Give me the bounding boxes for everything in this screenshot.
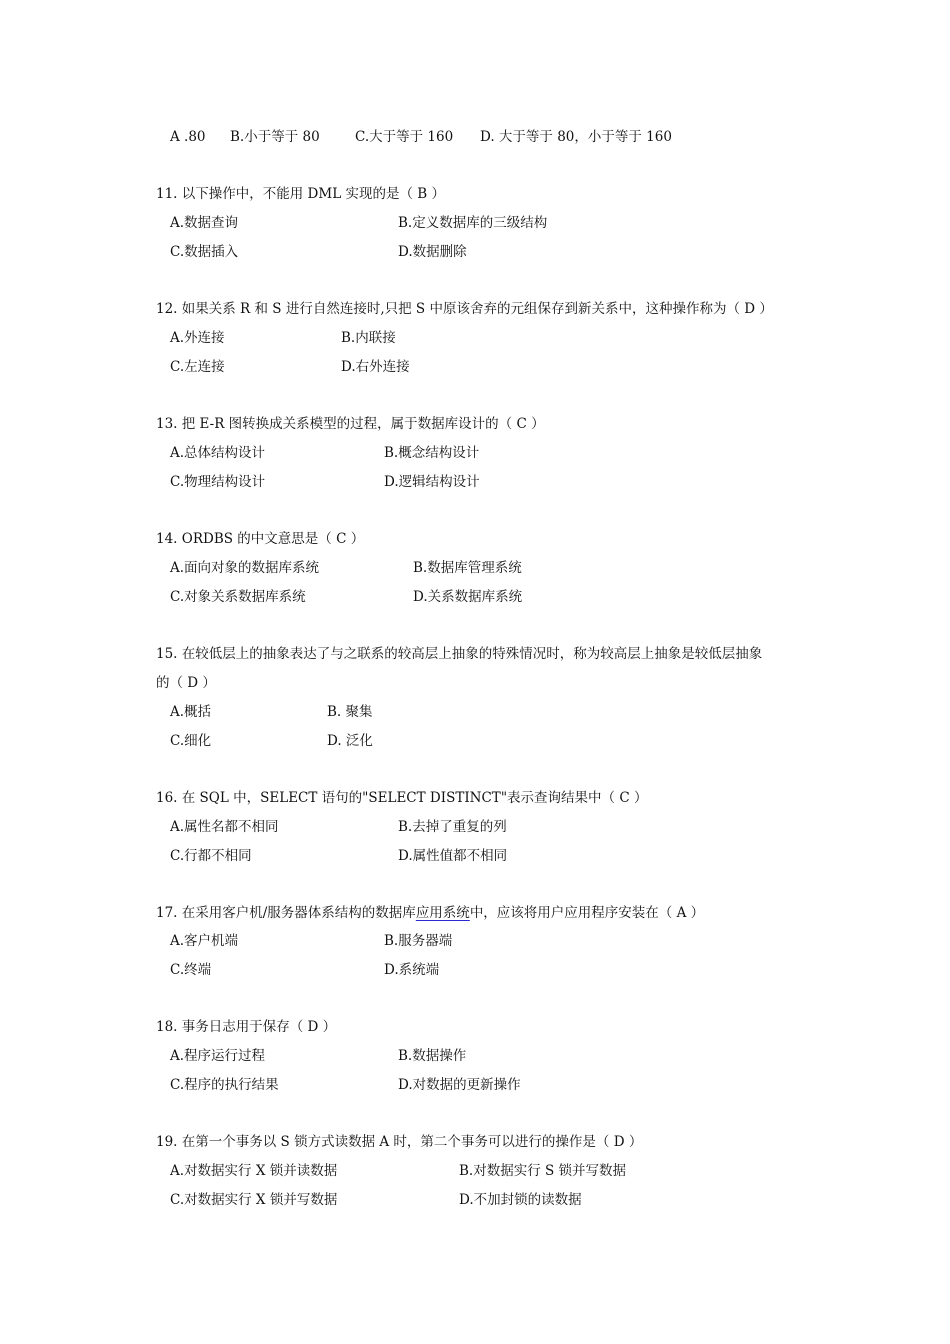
question-18-stem: 18. 事务日志用于保存（ D ） [156,1019,337,1035]
question-17-option-b: B.服务器端 [384,933,453,949]
question-11-option-d: D.数据删除 [398,244,467,260]
question-12-option-a: A.外连接 [170,330,225,346]
question-12-option-c: C.左连接 [170,359,225,375]
application-system-link[interactable]: 应用系统 [415,905,470,921]
question-17-option-c: C.终端 [170,962,212,978]
question-17-option-a: A.客户机端 [170,933,239,949]
intro-option-d: D. 大于等于 80，小于等于 160 [480,129,672,145]
question-11-option-c: C.数据插入 [170,244,239,260]
question-16-option-d: D.属性值都不相同 [398,848,508,864]
question-13-option-b: B.概念结构设计 [384,445,480,461]
question-13-option-a: A.总体结构设计 [170,445,266,461]
question-15-option-b: B. 聚集 [327,704,373,720]
question-14-stem: 14. ORDBS 的中文意思是（ C ） [156,531,365,547]
question-14-option-a: A.面向对象的数据库系统 [170,560,320,576]
question-13-stem: 13. 把 E-R 图转换成关系模型的过程，属于数据库设计的（ C ） [156,416,545,432]
question-11-option-a: A.数据查询 [170,215,239,231]
question-14-option-b: B.数据库管理系统 [413,560,522,576]
question-11-stem: 11. 以下操作中，不能用 DML 实现的是（ B ） [156,186,445,202]
question-19-option-c: C.对数据实行 X 锁并写数据 [170,1192,338,1208]
question-18-option-a: A.程序运行过程 [170,1048,266,1064]
question-17-stem-start: 17. 在采用客户机/服务器体系结构的数据库 [156,905,416,921]
question-19-option-b: B.对数据实行 S 锁并写数据 [459,1163,627,1179]
question-12-option-b: B.内联接 [341,330,396,346]
question-15-option-d: D. 泛化 [327,733,373,749]
question-19-option-d: D.不加封锁的读数据 [459,1192,582,1208]
question-12-option-d: D.右外连接 [341,359,410,375]
question-15-option-a: A.概括 [170,704,212,720]
intro-option-a: A .80 [170,129,206,145]
question-14-option-c: C.对象关系数据库系统 [170,589,306,605]
question-16-stem: 16. 在 SQL 中，SELECT 语句的"SELECT DISTINCT"表示查询结果中（ C ） [156,790,648,806]
intro-option-b: B.小于等于 80 [230,129,320,145]
question-13-option-d: D.逻辑结构设计 [384,474,480,490]
question-17-stem [156,907,704,921]
question-12-stem: 12. 如果关系 R 和 S 进行自然连接时,只把 S 中原该舍弃的元组保存到新关系中，这种操作称为（ D ） [156,301,773,317]
question-16-option-c: C.行都不相同 [170,848,252,864]
intro-option-c: C.大于等于 160 [355,129,454,145]
question-16-option-b: B.去掉了重复的列 [398,819,507,835]
question-15-stem-continued: 的（ D ） [156,675,216,691]
question-11-option-b: B.定义数据库的三级结构 [398,215,548,231]
question-18-option-d: D.对数据的更新操作 [398,1077,521,1093]
question-19-stem: 19. 在第一个事务以 S 锁方式读数据 A 时，第二个事务可以进行的操作是（ D ） [156,1134,643,1150]
question-19-option-a: A.对数据实行 X 锁并读数据 [170,1163,338,1179]
question-16-option-a: A.属性名都不相同 [170,819,279,835]
question-18-option-b: B.数据操作 [398,1048,467,1064]
question-15-stem: 15. 在较低层上的抽象表达了与之联系的较高层上抽象的特殊情况时，称为较高层上抽象是较低层抽象 [156,646,763,662]
question-17-option-d: D.系统端 [384,962,440,978]
question-18-option-c: C.程序的执行结果 [170,1077,279,1093]
question-17-stem-end: 中，应该将用户应用程序安装在（ A ） [469,905,705,921]
question-14-option-d: D.关系数据库系统 [413,589,523,605]
question-15-option-c: C.细化 [170,733,212,749]
question-13-option-c: C.物理结构设计 [170,474,266,490]
